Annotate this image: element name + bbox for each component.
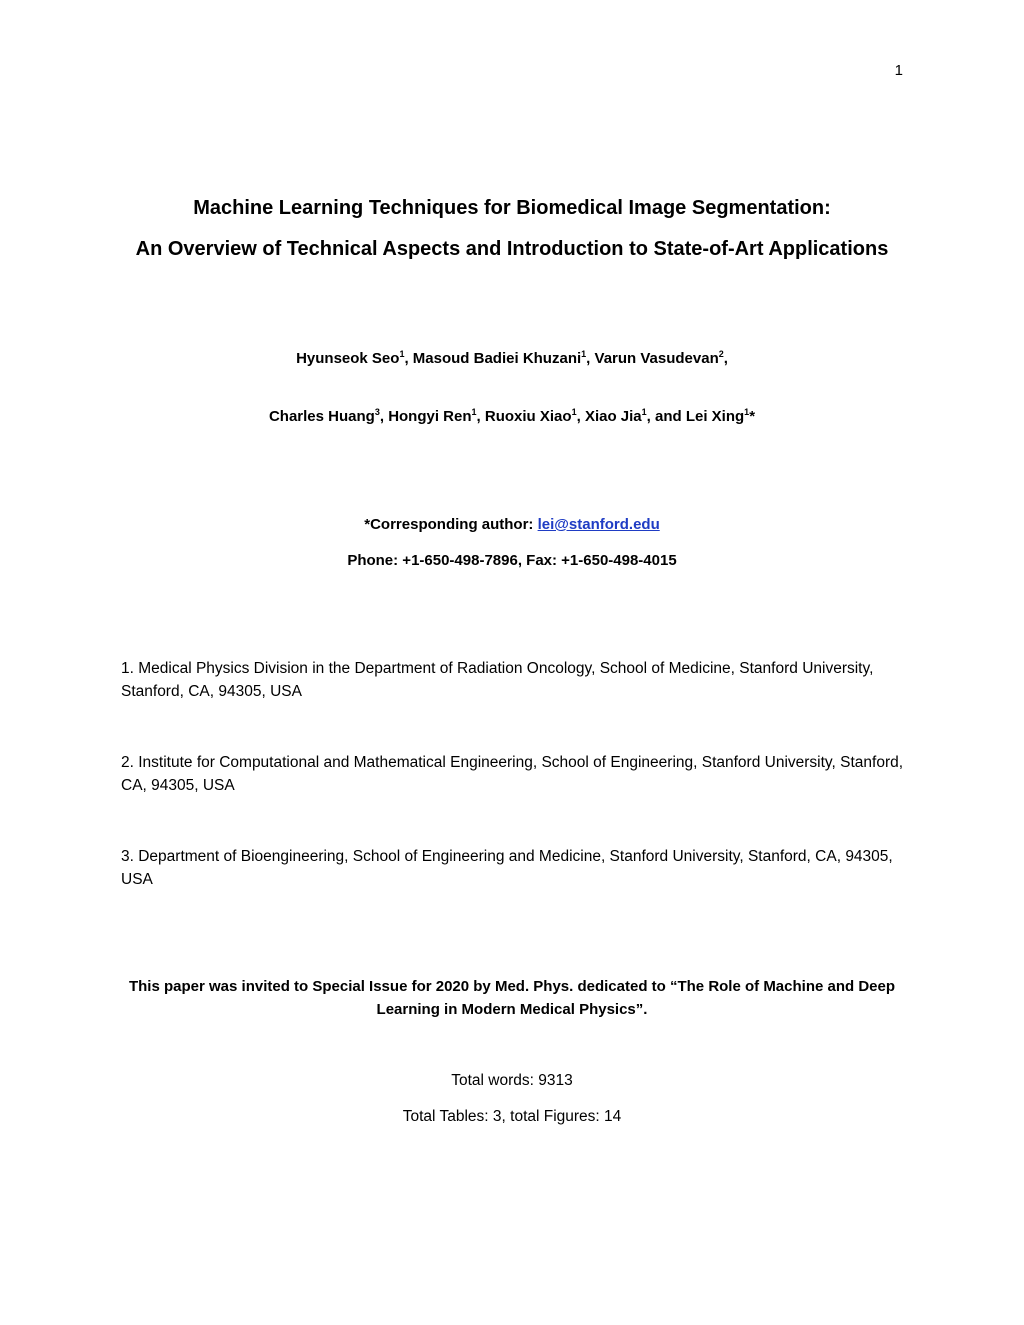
affiliation-2: 2. Institute for Computational and Mathematical Engineering, School of Engineering, Stanford University, Stanford, CA, 94305, USA: [121, 754, 904, 794]
author-affiliation-mark: 1: [399, 349, 405, 359]
page-number: 1: [894, 62, 903, 79]
author-affiliation-mark: 2: [718, 349, 724, 359]
author-name: Xiao Jia: [584, 408, 642, 425]
manuscript-counts: [0, 1069, 1024, 1129]
author-separator: , and: [646, 408, 686, 425]
author-affiliation-mark: 1: [641, 407, 647, 417]
author-separator: ,: [576, 408, 585, 425]
invitation-note: This paper was invited to Special Issue for 2020 by Med. Phys. dedicated to “The Role of Machine and Deep Learning in Modern Medical Physics”.: [128, 978, 896, 1018]
author-line-1: [0, 347, 1024, 371]
author-affiliation-mark: 1: [471, 407, 477, 417]
table-figure-count: Total Tables: 3, total Figures: 14: [402, 1108, 622, 1125]
author-name: Hongyi Ren: [388, 408, 472, 425]
author-line-2: [0, 405, 1024, 429]
affiliation-1: 1. Medical Physics Division in the Department of Radiation Oncology, School of Medicine, Stanford University, Stanford, CA, 94305, USA: [121, 660, 874, 700]
author-separator: ,: [404, 350, 413, 367]
author-affiliation-mark: 1: [571, 407, 577, 417]
author-name: Ruoxiu Xiao: [484, 408, 572, 425]
contact-info: [0, 513, 1024, 573]
author-name: Varun Vasudevan: [594, 350, 719, 367]
affiliation-3: 3. Department of Bioengineering, School of Engineering and Medicine, Stanford University, Stanford, CA, 94305, USA: [121, 848, 893, 888]
phone-fax-line: Phone: +1-650-498-7896, Fax: +1-650-498-4015: [347, 552, 677, 569]
word-count: Total words: 9313: [451, 1072, 573, 1089]
title-line-1: Machine Learning Techniques for Biomedical Image Segmentation:: [193, 197, 831, 219]
author-separator: ,: [723, 350, 728, 367]
title-line-2: An Overview of Technical Aspects and Introduction to State-of-Art Applications: [135, 238, 889, 260]
corresponding-author-line: [0, 513, 1024, 537]
paper-title: [0, 195, 1024, 263]
author-name: Lei Xing: [685, 408, 745, 425]
author-affiliation-mark: 1: [744, 407, 750, 417]
author-affiliation-mark: 1: [581, 349, 587, 359]
author-separator: ,: [379, 408, 389, 425]
author-list: [0, 347, 1024, 429]
corresponding-author-label: *Corresponding author:: [364, 516, 538, 533]
corresponding-author-mark: *: [749, 408, 756, 425]
author-separator: ,: [476, 408, 485, 425]
author-name: Charles Huang: [268, 408, 375, 425]
author-affiliation-mark: 3: [374, 407, 380, 417]
author-name: Masoud Badiei Khuzani: [412, 350, 582, 367]
author-separator: ,: [586, 350, 595, 367]
email-link[interactable]: lei@stanford.edu: [537, 516, 660, 533]
author-name: Hyunseok Seo: [296, 350, 400, 367]
